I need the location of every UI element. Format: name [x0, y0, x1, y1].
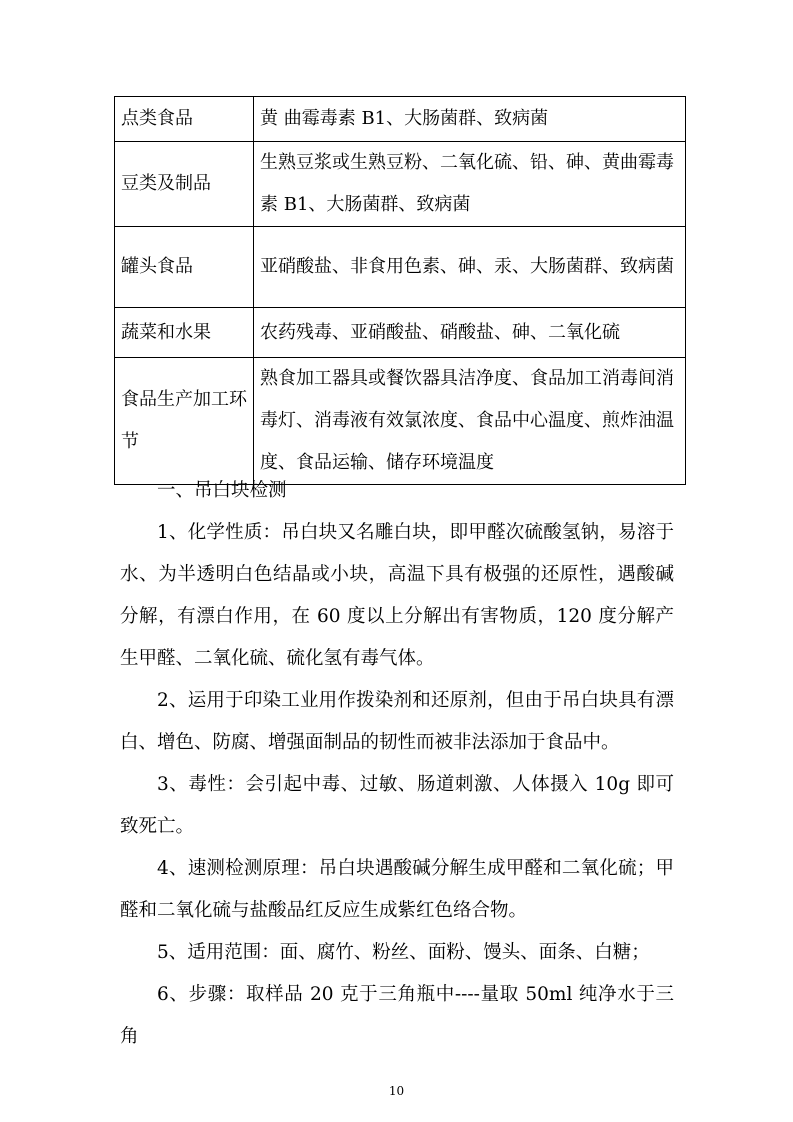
items-cell: 黄 曲霉毒素 B1、大肠菌群、致病菌	[254, 97, 686, 142]
table-row	[115, 358, 686, 485]
table-row	[115, 97, 686, 142]
paragraph: 5、适用范围：面、腐竹、粉丝、面粉、馒头、面条、白糖；	[157, 942, 650, 963]
paragraph: 3、毒性：会引起中毒、过敏、肠道刺激、人体摄入 10g 即可致死亡。	[120, 774, 674, 837]
document-body	[120, 470, 674, 1058]
food-testing-table	[114, 96, 686, 485]
category-cell: 豆类及制品	[115, 142, 254, 227]
category-cell: 罐头食品	[115, 227, 254, 308]
category-cell: 食品生产加工环节	[115, 358, 254, 485]
category-cell: 点类食品	[115, 97, 254, 142]
paragraph: 2、运用于印染工业用作拨染剂和还原剂，但由于吊白块具有漂白、增色、防腐、增强面制品的韧性而被非法添加于食品中。	[120, 690, 674, 753]
page-number: 10	[388, 1084, 405, 1098]
paragraph: 1、化学性质：吊白块又名雕白块，即甲醛次硫酸氢钠，易溶于水、为半透明白色结晶或小块，高温下具有极强的还原性，遇酸碱分解，有漂白作用，在 60 度以上分解出有害物质，120 度分解产生甲醛、二氧化硫、硫化氢有毒气体。	[120, 522, 674, 669]
section-title: 一、吊白块检测	[157, 480, 287, 501]
paragraph: 6、步骤：取样品 20 克于三角瓶中----量取 50ml 纯净水于三角	[120, 984, 674, 1047]
table-row	[115, 142, 686, 227]
table-row	[115, 308, 686, 358]
items-cell: 生熟豆浆或生熟豆粉、二氧化硫、铅、砷、黄曲霉毒 素 B1、大肠菌群、致病菌	[254, 142, 686, 227]
items-cell: 农药残毒、亚硝酸盐、硝酸盐、砷、二氧化硫	[254, 308, 686, 358]
table-row	[115, 227, 686, 308]
items-cell: 亚硝酸盐、非食用色素、砷、汞、大肠菌群、致病菌	[254, 227, 686, 308]
category-cell: 蔬菜和水果	[115, 308, 254, 358]
paragraph: 4、速测检测原理：吊白块遇酸碱分解生成甲醛和二氧化硫；甲醛和二氧化硫与盐酸品红反应生成紫红色络合物。	[120, 858, 674, 921]
items-cell: 熟食加工器具或餐饮器具洁净度、食品加工消毒间消 毒灯、消毒液有效氯浓度、食品中心温度、煎炸油温 度、食品运输、储存环境温度	[254, 358, 686, 485]
